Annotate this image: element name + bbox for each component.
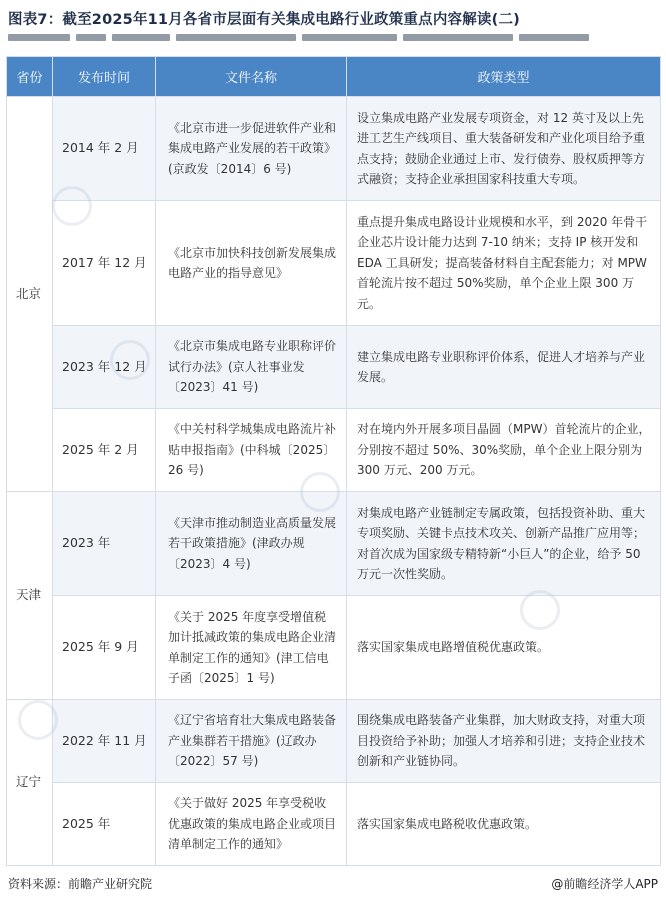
- date-cell: 2014 年 2 月: [53, 97, 156, 201]
- table-row: [7, 492, 661, 596]
- document-cell: 《中关村科学城集成电路流片补贴申报指南》(中科城〔2025〕26 号): [156, 409, 347, 492]
- document-cell: 《北京市集成电路专业职称评价试行办法》(京人社事业发〔2023〕41 号): [156, 326, 347, 409]
- date-cell: 2025 年 9 月: [53, 596, 156, 700]
- policy-cell: 对在境内外开展多项目晶圆（MPW）首轮流片的企业，分别按不超过 50%、30%奖励，单个企业上限分别为 300 万元、200 万元。: [347, 409, 661, 492]
- table-row: [7, 409, 661, 492]
- policy-cell: 围绕集成电路装备产业集群，加大财政支持，对重大项目投资给予补助；加强人才培养和引进；支持企业技术创新和产业链协同。: [347, 700, 661, 783]
- document-cell: 《关于做好 2025 年享受税收优惠政策的集成电路企业或项目清单制定工作的通知》: [156, 783, 347, 866]
- document-cell: 《关于 2025 年度享受增值税加计抵减政策的集成电路企业清单制定工作的通知》(津工信电子函〔2025〕1 号): [156, 596, 347, 700]
- table-row: [7, 326, 661, 409]
- document-cell: 《天津市推动制造业高质量发展若干政策措施》(津政办规〔2023〕4 号): [156, 492, 347, 596]
- overlapping-title-artifact: [8, 34, 608, 46]
- document-cell: 《北京市加快科技创新发展集成电路产业的指导意见》: [156, 201, 347, 326]
- document-cell: 《辽宁省培育壮大集成电路装备产业集群若干措施》(辽政办〔2022〕57 号): [156, 700, 347, 783]
- date-cell: 2023 年 12 月: [53, 326, 156, 409]
- header-province: 省份: [7, 57, 53, 97]
- table-row: [7, 783, 661, 866]
- table-header-row: [7, 57, 661, 97]
- date-cell: 2017 年 12 月: [53, 201, 156, 326]
- table-row: [7, 201, 661, 326]
- province-cell: 辽宁: [7, 700, 53, 866]
- brand-credit: @前瞻经济学人APP: [551, 877, 658, 891]
- province-cell: 天津: [7, 492, 53, 700]
- policy-table: [6, 56, 661, 866]
- policy-cell: 落实国家集成电路增值税优惠政策。: [347, 596, 661, 700]
- policy-cell: 建立集成电路专业职称评价体系，促进人才培养与产业发展。: [347, 326, 661, 409]
- header-date: 发布时间: [53, 57, 156, 97]
- policy-cell: 落实国家集成电路税收优惠政策。: [347, 783, 661, 866]
- document-cell: 《北京市进一步促进软件产业和集成电路产业发展的若干政策》(京政发〔2014〕6 号): [156, 97, 347, 201]
- date-cell: 2025 年: [53, 783, 156, 866]
- chart-title: 图表7：截至2025年11月各省市层面有关集成电路行业政策重点内容解读(二): [8, 12, 520, 28]
- table-row: [7, 97, 661, 201]
- date-cell: 2023 年: [53, 492, 156, 596]
- table-row: [7, 596, 661, 700]
- policy-cell: 重点提升集成电路设计业规模和水平，到 2020 年骨干企业芯片设计能力达到 7-10 纳米；支持 IP 核开发和 EDA 工具研发；提高装备材料自主配套能力；对 MPW 首轮流片按不超过 50%奖励，单个企业上限 300 万元。: [347, 201, 661, 326]
- province-cell: 北京: [7, 97, 53, 492]
- policy-cell: 设立集成电路产业发展专项资金，对 12 英寸及以上先进工艺生产线项目、重大装备研发和产业化项目给予重点支持；鼓励企业通过上市、发行债券、股权质押等方式融资；支持企业承担国家科技重大专项。: [347, 97, 661, 201]
- header-document: 文件名称: [156, 57, 347, 97]
- policy-cell: 对集成电路产业链制定专属政策，包括投资补助、重大专项奖励、关键卡点技术攻关、创新产品推广应用等；对首次成为国家级专精特新“小巨人”的企业，给予 50 万元一次性奖励。: [347, 492, 661, 596]
- header-policy: 政策类型: [347, 57, 661, 97]
- source-note: 资料来源：前瞻产业研究院: [8, 877, 153, 891]
- table-row: [7, 700, 661, 783]
- date-cell: 2025 年 2 月: [53, 409, 156, 492]
- date-cell: 2022 年 11 月: [53, 700, 156, 783]
